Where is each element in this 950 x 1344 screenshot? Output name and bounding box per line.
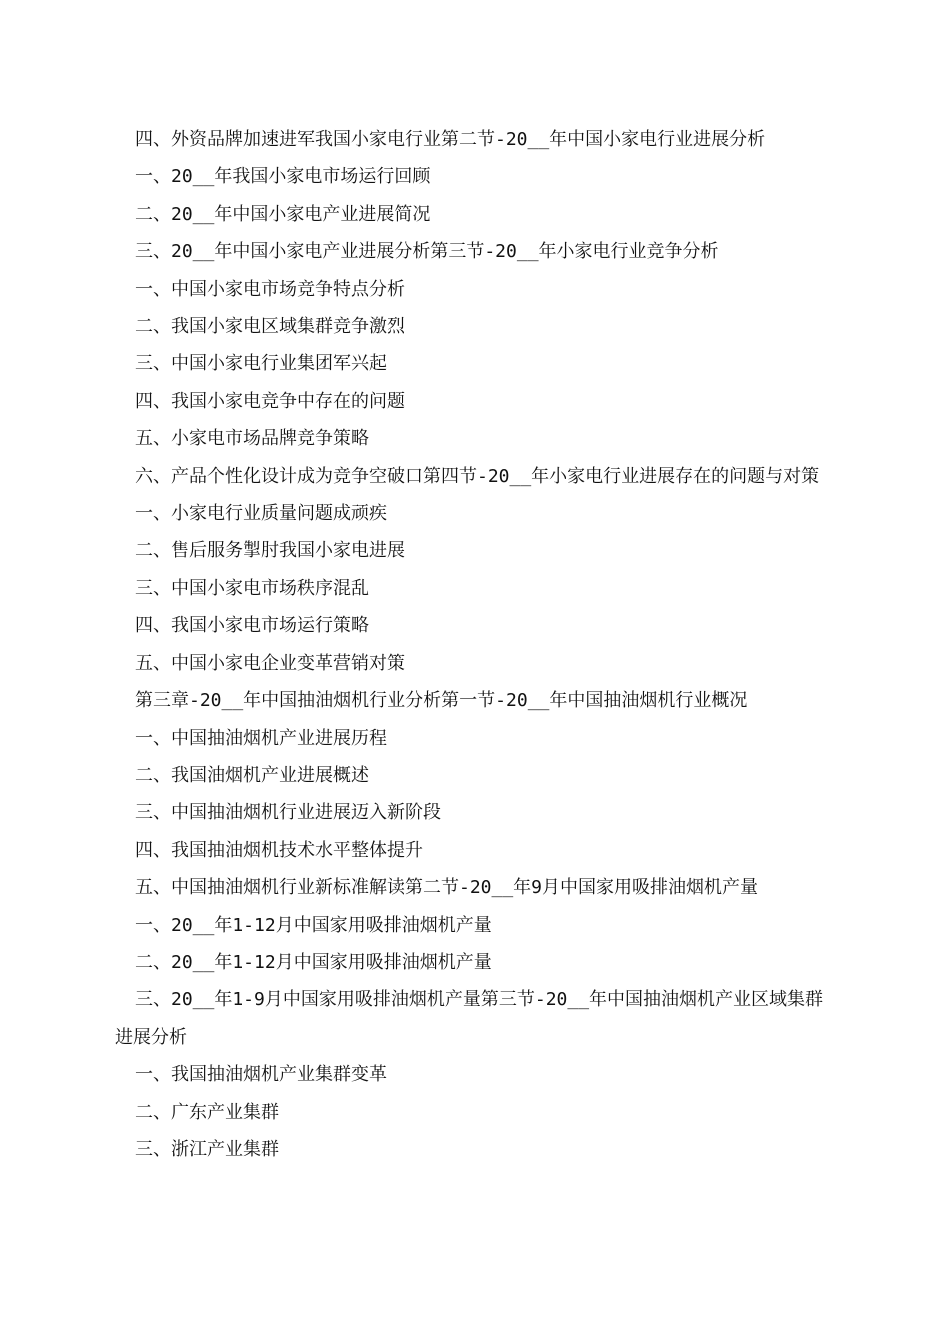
toc-line: 五、中国抽油烟机行业新标准解读第二节-20__年9月中国家用吸排油烟机产量 (135, 877, 759, 899)
toc-line: 四、我国抽油烟机技术水平整体提升 (135, 839, 423, 861)
toc-line: 二、售后服务掣肘我国小家电进展 (135, 540, 405, 562)
toc-body (115, 121, 835, 1168)
toc-line: 二、20__年1-12月中国家用吸排油烟机产量 (135, 951, 492, 973)
toc-line: 三、中国小家电市场秩序混乱 (135, 577, 369, 599)
toc-line: 三、20__年中国小家电产业进展分析第三节-20__年小家电行业竞争分析 (135, 241, 719, 263)
toc-line: 一、中国抽油烟机产业进展历程 (135, 727, 387, 749)
toc-line: 四、外资品牌加速进军我国小家电行业第二节-20__年中国小家电行业进展分析 (135, 129, 766, 150)
toc-line: 一、我国抽油烟机产业集群变革 (135, 1064, 387, 1086)
toc-line: 五、中国小家电企业变革营销对策 (135, 652, 405, 674)
toc-line: 三、中国小家电行业集团军兴起 (135, 353, 387, 375)
toc-line: 三、中国抽油烟机行业进展迈入新阶段 (135, 802, 441, 824)
toc-line: 五、小家电市场品牌竞争策略 (135, 428, 369, 450)
toc-line: 二、我国油烟机产业进展概述 (135, 764, 369, 786)
toc-line: 三、20__年1-9月中国家用吸排油烟机产量第三节-20__年中国抽油烟机产业区域集群进展分析 (115, 989, 824, 1048)
toc-line: 四、我国小家电市场运行策略 (135, 615, 369, 637)
toc-line: 一、20__年1-12月中国家用吸排油烟机产量 (135, 914, 492, 936)
toc-line: 六、产品个性化设计成为竞争空破口第四节-20__年小家电行业进展存在的问题与对策 (135, 465, 820, 487)
toc-line: 三、浙江产业集群 (135, 1138, 279, 1160)
toc-line: 一、中国小家电市场竞争特点分析 (135, 278, 405, 300)
chapter-heading: 第三章-20__年中国抽油烟机行业分析第一节-20__年中国抽油烟机行业概况 (135, 690, 748, 712)
toc-line: 一、小家电行业质量问题成顽疾 (135, 503, 387, 525)
toc-line: 二、广东产业集群 (135, 1101, 279, 1123)
toc-line: 二、我国小家电区域集群竞争激烈 (135, 316, 405, 338)
toc-line: 一、20__年我国小家电市场运行回顾 (135, 166, 431, 188)
toc-line: 四、我国小家电竞争中存在的问题 (135, 390, 405, 412)
toc-line: 二、20__年中国小家电产业进展简况 (135, 203, 431, 225)
